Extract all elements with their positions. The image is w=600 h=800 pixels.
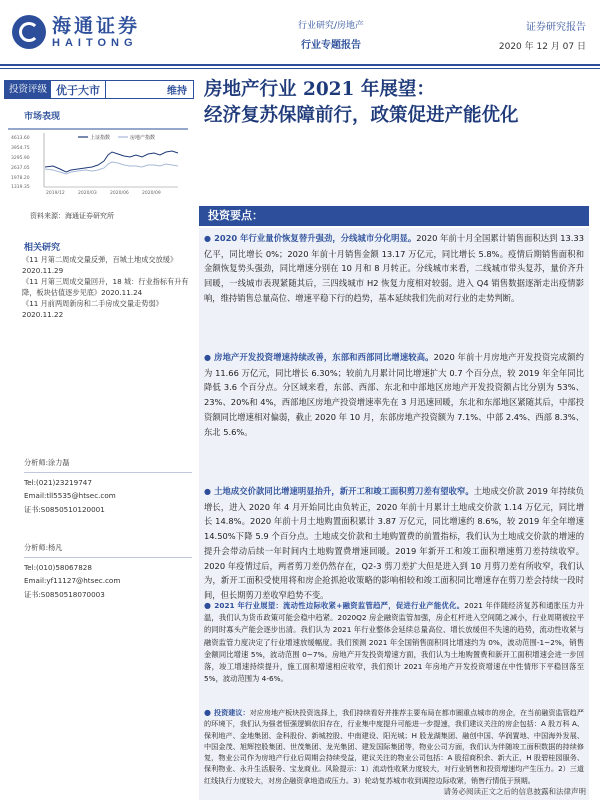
related-research-list bbox=[22, 255, 194, 321]
rating-label: 投资评级 bbox=[5, 81, 51, 98]
related-research-heading: 相关研究 bbox=[24, 243, 61, 253]
haitong-logo-icon bbox=[12, 15, 46, 49]
logo-en-text: HAITONG bbox=[52, 37, 138, 49]
market-performance-chart bbox=[8, 125, 188, 197]
chart-x-tick: 2019/12 bbox=[46, 191, 65, 196]
paragraph-lead: 2021 年行业展望：流动性边际收紧+融资监管趋严，促进行业产能优化。 bbox=[214, 601, 465, 610]
series-realestate-line bbox=[45, 162, 178, 174]
chart-y-tick: 1978.20 bbox=[11, 176, 30, 181]
legend-shanghai-label: 上证指数 bbox=[90, 135, 111, 141]
paragraph-body: 2021 年伴随经济复苏和通胀压力升温，我们认为货币政策可能会稳中趋紧。2020Q2 房企融资监管加强，房企杠杆进入空间随之减小，行业周期被拉平的同时寡头产能会逐步出清。我们认为 2021 年行业整体会延续总量高位、增长放缓但不失速的趋势，流动性收紧与融资监管力度决定了行业增速放缓幅度。我们预测 2021 年全国销售面积同比增速约为 0%，波动范围-1~2%，销售金额同比增速 5%，波动范围 0~7%。房地产开发投资增速方面，我们认为土地购置费和新开工面积增速会进一步回落，竣工增速持续提升，施工面积增速相应收窄，我们预计 2021 年房地产开发投资增速在中性情形下平稳回落至 5%，波动范围为 4-6%。 bbox=[204, 601, 584, 684]
report-type: 行业专题报告 bbox=[301, 40, 361, 51]
chart-x-tick: 2020/06 bbox=[110, 191, 129, 196]
legend-realestate-label: 房地产指数 bbox=[130, 135, 156, 141]
chart-y-tick: 1319.35 bbox=[11, 185, 30, 190]
key-points-title: 投资要点： bbox=[208, 209, 263, 222]
key-point-paragraph bbox=[204, 600, 584, 685]
report-title bbox=[204, 77, 519, 129]
analyst-cert: 证书:S0850510120001 bbox=[24, 504, 105, 514]
market-performance-heading: 市场表现 bbox=[24, 112, 61, 122]
investment-rating bbox=[4, 80, 194, 99]
paragraph-lead: 土地成交价款同比增速明显抬升，新开工和竣工面积剪刀差有望收窄。 bbox=[214, 486, 474, 496]
key-point-paragraph bbox=[204, 707, 584, 786]
bullet-icon: ● bbox=[204, 353, 212, 362]
rating-value: 优于大市 bbox=[56, 83, 101, 97]
chart-source-note: 资料来源：海通证券研究所 bbox=[30, 212, 114, 220]
paragraph-body: 土地成交价款 2019 年持续负增长，进入 2020 年 4 月开始同比由负转正，2020 年前十月累计土地成交价款 1.14 万亿元，同比增长 14.8%。2020 年前十月土地购置面积累计 3.87 万亿元，同比增速约 8.6%，较 2019 年全年增速 14.50%下降 5.9 个百分点。土地成交价款和土地购置费的前置指标，我们认为土地成交价款的增速的提升会带动后续一年时间内土地购置费增速回暖。2019 年新开工和竣工面积增速剪刀差持续收窄。2020 年疫情过后，两者剪刀差仍然存在，Q2-3 剪刀差扩大但是进入到 10 月剪刀差有所收窄，我们认为，新开工面积受使用将和房企抢抓抢收策略的影响相较和竣工面积同比增速存在剪刀差会持续一段时间，但长期剪刀差收窄趋势不变。 bbox=[204, 486, 584, 600]
disclosure-footer: 请务必阅读正文之后的信息披露和法律声明 bbox=[443, 787, 586, 796]
title-line-2: 经济复苏保障前行，政策促进产能优化 bbox=[204, 105, 519, 126]
paragraph-lead: 2020 年行业量价恢复替升强劲，分线城市分化明显。 bbox=[214, 233, 417, 243]
bullet-icon: ● bbox=[204, 234, 212, 243]
related-research-item[interactable]: 《11 月第三周成交量回升，18 城：行业指标有升有降，板块估值逐步见底》2020.11.24 bbox=[22, 277, 189, 297]
related-research-item[interactable]: 《11 月第二周成交量反弹，百城土地成交放缓》2020.11.29 bbox=[22, 255, 178, 275]
analyst-name: 分析师:涂力磊 bbox=[24, 458, 70, 467]
header-rule bbox=[0, 64, 600, 66]
chart-y-tick: 4613.60 bbox=[11, 136, 30, 141]
analyst-divider bbox=[24, 472, 192, 473]
chart-y-tick: 3954.75 bbox=[11, 146, 30, 151]
bullet-icon: ● bbox=[204, 708, 212, 717]
header-rule-thin bbox=[0, 68, 600, 69]
report-label: 证券研究报告 bbox=[526, 22, 586, 33]
logo-cn-text: 海通证券 bbox=[52, 15, 141, 37]
bullet-icon: ● bbox=[204, 601, 212, 610]
analyst-cert: 证书:S0850518070003 bbox=[24, 589, 105, 599]
analyst-email[interactable]: Email:yf11127@htsec.com bbox=[24, 576, 121, 585]
chart-x-tick: 2020/03 bbox=[78, 191, 97, 196]
analyst-email[interactable]: Email:tll5535@htsec.com bbox=[24, 491, 116, 500]
paragraph-body: 2020 年前十月全国累计销售面积达到 13.33 亿平，同比增长 0%；2020 年前十月销售金额 13.17 万亿元，同比增长 5.8%。疫情后期销售面积和金额恢复势头强劲，同比增速分别在 10 月和 8 月转正。分线城市来看，二线城市带头复苏，量价齐升回暖，一线城市表现紧随其后，三四线城市 H2 恢复力度相对较弱。进入 Q4 销售数据逐渐走出疫情影响，维持销售总量高位、增速平稳下行的趋势，基本延续我们先前对行业的走势判断。 bbox=[204, 233, 584, 303]
report-category: 行业研究/房地产 bbox=[297, 21, 365, 31]
paragraph-body: 2020 年前十月房地产开发投资完成额约为 11.66 万亿元，同比增长 6.30%；较前九月累计同比增速扩大 0.7 个百分点，较 2019 年全年同比降低 3.6 个百分点。分区域来看，东部、西部、东北和中部地区房地产开发投资额占比分别为 53%、23%、20%和 4%，西部地区房地产投资增速率先在 3 月迅速回暖，东北和东部地区紧随其后，中部投资额同比增速相对偏弱，截止 2020 年 10 月，东部房地产投资额为 7.1%、中部 2.4%、西部 8.3%、东北 5.6%。 bbox=[204, 352, 584, 437]
market-chart-svg bbox=[8, 125, 188, 197]
key-point-paragraph bbox=[204, 484, 584, 603]
rating-maintain: 维持 bbox=[167, 86, 187, 97]
chart-y-tick: 2637.05 bbox=[11, 166, 30, 171]
paragraph-lead: 投资建议： bbox=[214, 708, 250, 717]
analyst-divider bbox=[24, 557, 192, 558]
series-shanghai-line bbox=[45, 151, 178, 172]
title-line-1: 房地产行业 2021 年展望： bbox=[204, 79, 435, 100]
paragraph-body: 对应房地产板块投资选择上，我们持续看好并推荐主要布局在都市圈重点城市的房企，在当前融资监管趋严的环境下，我们认为强者恒强逻辑依旧存在，行业集中度提升可能进一步提速，我们建议关注的房企包括：A 股万科 A、保利地产、金地集团、金科股份、新城控股、中南建设、阳光城；H 股龙湖集团、融创中国、华润置地、中国海外发展、中国金茂、旭辉控股集团、世茂集团、龙光集团、建发国际集团等，物业公司方面，我们认为伴随竣工面积数据的持续修复，物业公司作为房地产行业后周期会持续受益，建议关注的物业公司包括：A 股招商积余、新大正，H 股碧桂园服务、保利物业、永升生活服务、宝龙商业。风险提示：1）流动性收紧力度较大，对行业销售和投资增速均产生压力。2）三道红线执行力度较大，对房企融资拿地造成压力。3）轮动复苏城市收到调控边际收紧，销售行情低于预期。 bbox=[204, 708, 585, 785]
analyst-block-1 bbox=[24, 456, 192, 516]
key-point-paragraph bbox=[204, 350, 584, 439]
bullet-icon: ● bbox=[204, 487, 212, 496]
analyst-tel: Tel:(021)23219747 bbox=[24, 477, 92, 487]
paragraph-lead: 房地产开发投资增速持续改善，东部和西部同比增速较高。 bbox=[214, 352, 434, 362]
chart-x-tick: 2020/09 bbox=[142, 191, 161, 196]
report-date: 2020 年 12 月 07 日 bbox=[498, 42, 586, 52]
haitong-logo bbox=[12, 10, 140, 54]
key-point-paragraph bbox=[204, 231, 584, 306]
rating-divider bbox=[105, 81, 106, 98]
related-research-item[interactable]: 《11 月前两周新房和二手房成交量走势弱》2020.11.22 bbox=[22, 299, 163, 319]
analyst-tel: Tel:(010)58067828 bbox=[24, 562, 92, 572]
chart-y-tick: 3295.90 bbox=[11, 156, 30, 161]
analyst-block-2 bbox=[24, 541, 192, 601]
analyst-name: 分析师:杨凡 bbox=[24, 543, 63, 552]
